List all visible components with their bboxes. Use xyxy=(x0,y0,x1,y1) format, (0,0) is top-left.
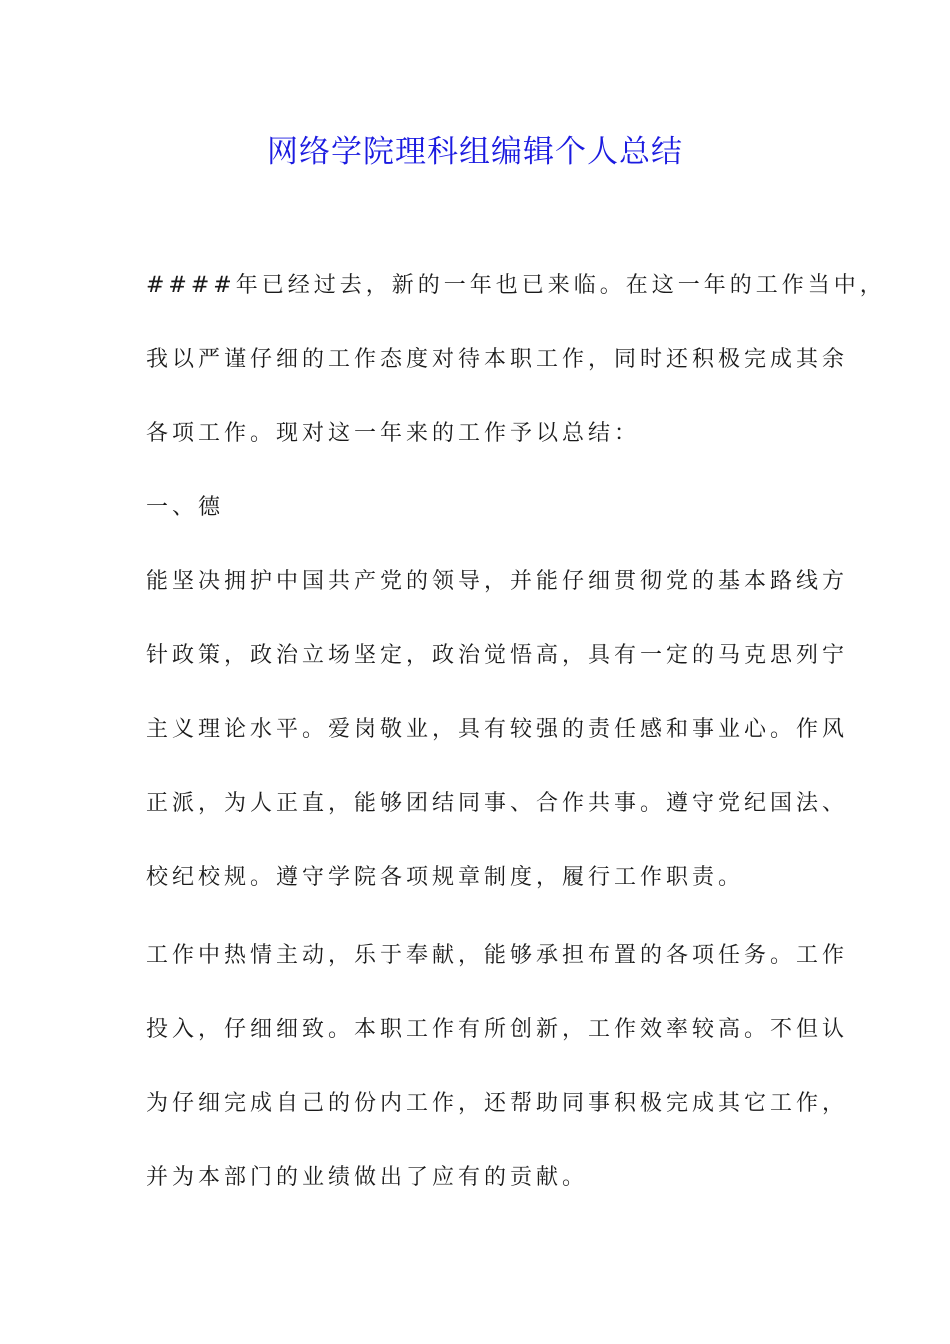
paragraph-line: 工作中热情主动，乐于奉献，能够承担布置的各项任务。工作 xyxy=(146,943,849,968)
paragraph-line: 投入，仔细细致。本职工作有所创新，工作效率较高。不但认 xyxy=(146,1017,849,1042)
paragraph-line: 各项工作。现对这一年来的工作予以总结： xyxy=(146,421,641,446)
paragraph-line: ####年已经过去，新的一年也已来临。在这一年的工作当中， xyxy=(146,273,886,298)
paragraph-line: 我以严谨仔细的工作态度对待本职工作，同时还积极完成其余 xyxy=(146,347,849,372)
paragraph-line: 主义理论水平。爱岗敬业，具有较强的责任感和事业心。作风 xyxy=(146,717,849,742)
paragraph-line: 能坚决拥护中国共产党的领导，并能仔细贯彻党的基本路线方 xyxy=(146,569,849,594)
paragraph-line: 正派，为人正直，能够团结同事、合作共事。遵守党纪国法、 xyxy=(146,791,849,816)
paragraph-line: 针政策，政治立场坚定，政治觉悟高，具有一定的马克思列宁 xyxy=(146,643,849,668)
paragraph-line: 校纪校规。遵守学院各项规章制度，履行工作职责。 xyxy=(146,865,745,890)
paragraph-line: 并为本部门的业绩做出了应有的贡献。 xyxy=(146,1165,589,1190)
document-title: 网络学院理科组编辑个人总结 xyxy=(267,134,683,170)
paragraph-line: 为仔细完成自己的份内工作，还帮助同事积极完成其它工作， xyxy=(146,1091,849,1116)
section-heading: 一、德 xyxy=(146,495,225,520)
